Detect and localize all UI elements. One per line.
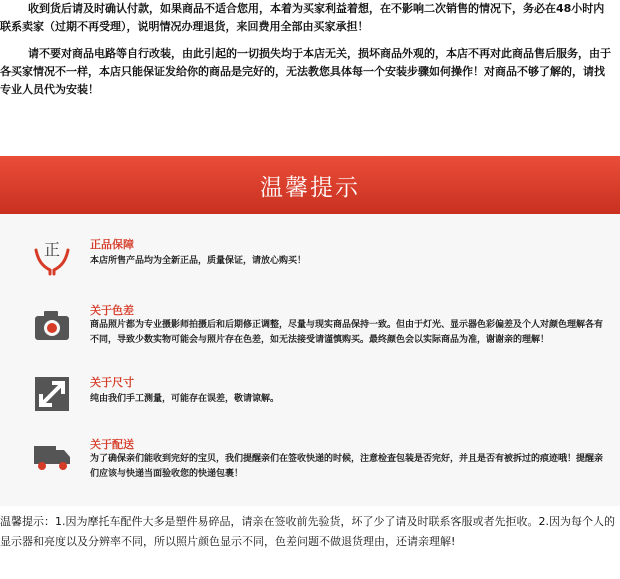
- tip-genuine-title: 正品保障: [90, 238, 134, 251]
- tip-color-body: 商品照片都为专业摄影师拍摄后和后期修正调整，尽量与现实商品保持一致。但由于灯光、显示器色彩偏差及个人对颜色理解各有不同，导致少数实物可能会与照片存在色差，如无法接受请谨慎购买。最终颜色会以实际商品为准，谢谢亲的理解！: [90, 320, 604, 345]
- resize-arrow-icon: [32, 374, 72, 414]
- footer-reminder: 温馨提示：1.因为摩托车配件大多是塑件易碎品，请亲在签收前先验货，坏了少了请及时联系客服或者先拒收。2.因为每个人的显示器和亮度以及分辨率不同，所以照片颜色显示不同，色差问题不做退货理由，还请亲理解!: [0, 515, 615, 548]
- warm-tips-banner: [0, 156, 620, 214]
- tip-size-body: 纯由我们手工测量，可能存在误差，敬请谅解。: [90, 394, 280, 404]
- delivery-truck-icon: [32, 436, 72, 476]
- tip-genuine-body: 本店所售产品均为全新正品，质量保证，请放心购买！: [90, 256, 307, 266]
- tip-color-title: 关于色差: [90, 304, 134, 317]
- tips-panel: [0, 214, 620, 506]
- camera-icon: [32, 306, 72, 346]
- return-policy-paragraph: 收到货后请及时确认付款，如果商品不适合您用，本着为买家利益着想，在不影响二次销售的情况下，务必在48小时内联系卖家（过期不再受理），说明情况办理退货，来回费用全部由买家承担！: [0, 2, 605, 33]
- tip-size-title: 关于尺寸: [90, 376, 134, 389]
- svg-text:正: 正: [43, 240, 61, 259]
- banner-title: 温馨提示: [260, 174, 360, 201]
- tip-delivery-body: 为了确保亲们能收到完好的宝贝，我们提醒亲们在签收快递的时候，注意检查包装是否完好，并且是否有被拆过的痕迹哦！提醒亲们应该与快递当面验收您的快递包裹！: [90, 454, 604, 479]
- tip-delivery-title: 关于配送: [90, 438, 134, 451]
- installation-disclaimer-paragraph: 请不要对商品电路等自行改装，由此引起的一切损失均于本店无关，损坏商品外观的，本店不再对此商品售后服务，由于各买家情况不一样，本店只能保证发给你的商品是完好的，无法教您具体每一个安装步骤如何操作！对商品不够了解的，请找专业人员代为安装！: [0, 47, 611, 96]
- genuine-hands-icon: [32, 236, 72, 276]
